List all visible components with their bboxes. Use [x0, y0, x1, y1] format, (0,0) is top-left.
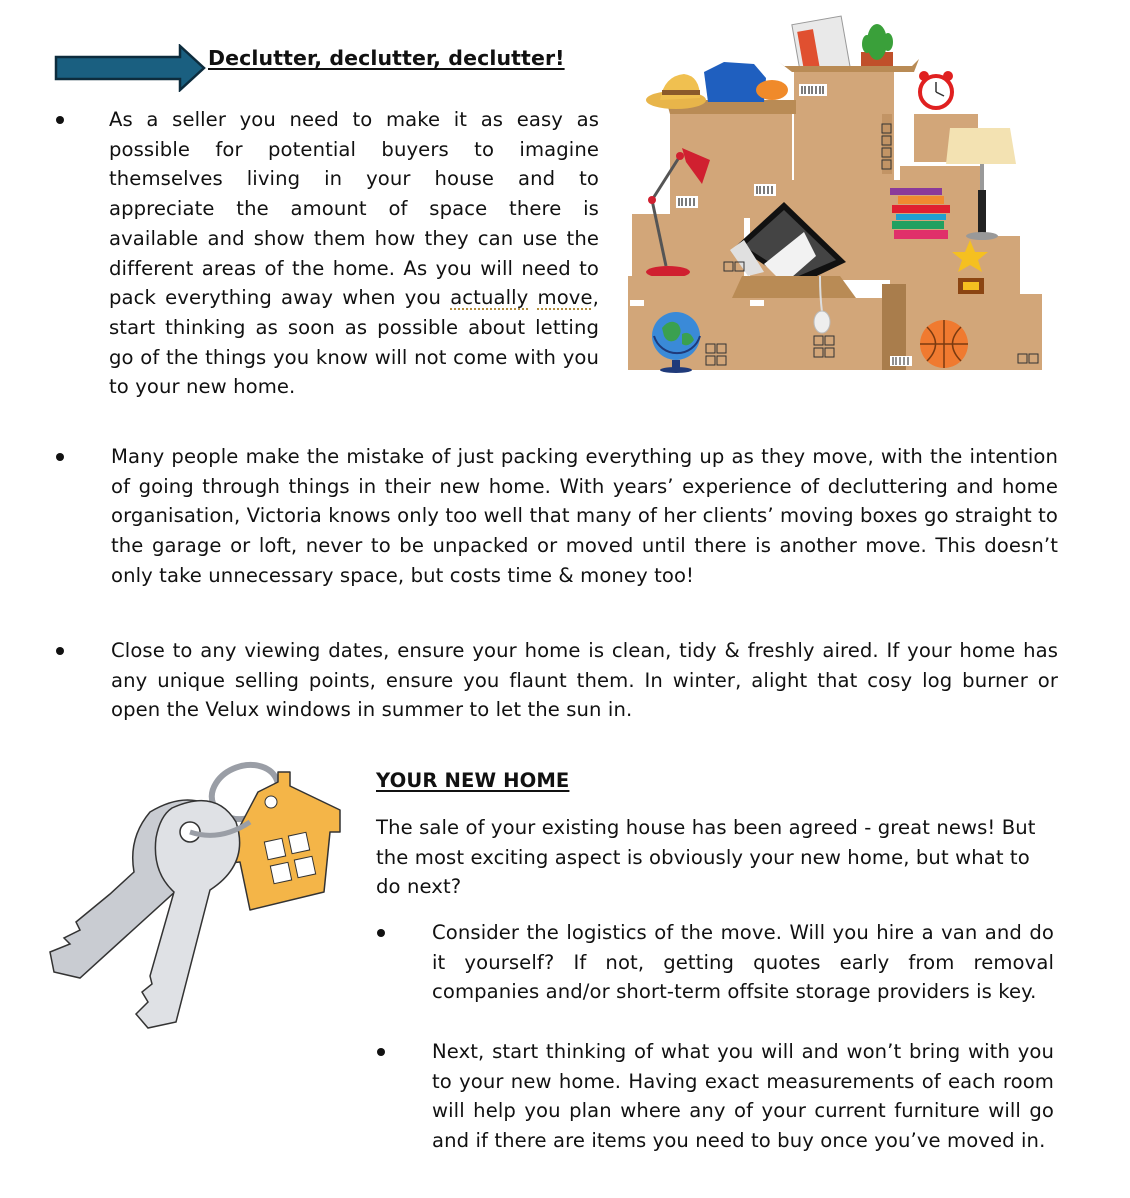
- declutter-heading: Declutter, declutter, declutter!: [208, 46, 565, 70]
- paragraph-text: As a seller you need to make it as easy as possible for potential buyers to imagine themselves living in your house and to appreciate the amount of space there is available and show them how they can use the different areas of the home. As you will need to pack everything away when you: [109, 108, 599, 310]
- house-keys-illustration: [40, 752, 350, 1036]
- new-home-intro: The sale of your existing house has been agreed - great news! But the most exciting aspect is obviously your new home, but what to do next?: [376, 816, 1036, 899]
- bullet-dot: [377, 1048, 385, 1056]
- new-home-bullet-1: Consider the logistics of the move. Will you hire a van and do it yourself? If not, getting quotes early from removal companies and/or short-term offsite storage providers is key.: [432, 921, 1054, 1004]
- moving-boxes-illustration: [624, 14, 1044, 374]
- alarm-clock-icon: [919, 71, 953, 108]
- declutter-paragraph-3: Close to any viewing dates, ensure your home is clean, tidy & freshly aired. If your home has any unique selling points, ensure you flaunt them. In winter, alight that cosy log burner or open the Velux windows in summer to let the sun in.: [111, 639, 1058, 722]
- hat-icon: [646, 74, 706, 109]
- shirt-icon: [704, 62, 766, 102]
- slippers-icon: [756, 80, 788, 100]
- grammar-flag-word: actually: [450, 286, 529, 310]
- bullet-dot: [56, 116, 64, 124]
- right-arrow-icon: [54, 44, 206, 92]
- grammar-flag-word: move: [537, 286, 593, 310]
- bullet-dot: [56, 453, 64, 461]
- basketball-icon: [920, 320, 968, 368]
- new-home-bullet-2: Next, start thinking of what you will and won’t bring with you to your new home. Having exact measurements of each room will help you plan where any of your current furniture will go and if there are items you need to buy once you’ve moved in.: [432, 1040, 1054, 1153]
- your-new-home-heading: YOUR NEW HOME: [376, 769, 570, 792]
- declutter-paragraph-2: Many people make the mistake of just packing everything up as they move, with the intention of going through things in their new home. With years’ experience of decluttering and home organisation, Victoria knows only too well that many of her clients’ moving boxes go straight to the garage or loft, never to be unpacked or moved until there is another move. This doesn’t only take unnecessary space, but costs time & money too!: [111, 445, 1058, 587]
- bullet-dot: [56, 647, 64, 655]
- cactus-icon: [861, 24, 893, 68]
- declutter-paragraph-1: [109, 105, 599, 402]
- paragraph-text: , start thinking as soon as possible about letting go of the things you know will not come with you to your new home.: [109, 286, 599, 399]
- bullet-dot: [377, 929, 385, 937]
